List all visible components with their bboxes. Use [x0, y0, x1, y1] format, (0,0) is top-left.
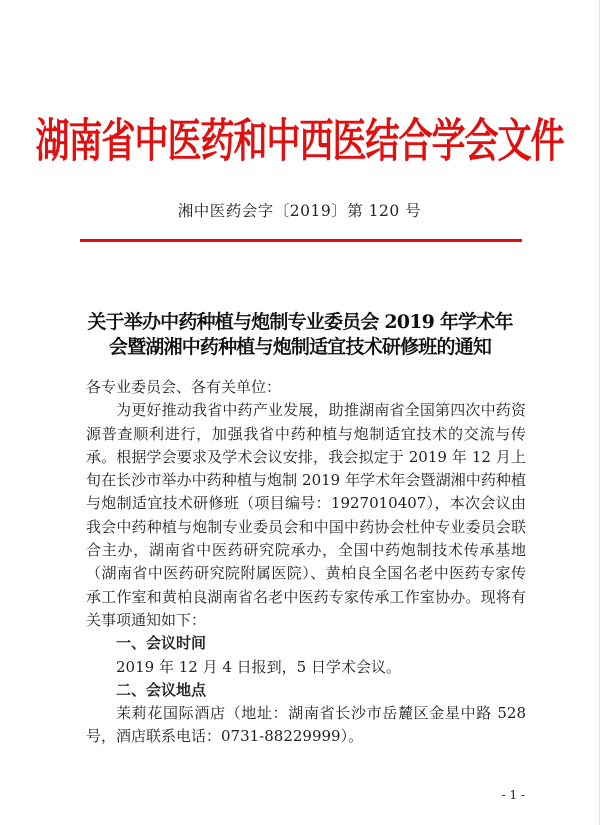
org-header: 湖南省中医药和中西医结合学会文件 — [35, 114, 564, 169]
title-line: 会暨湖湘中药种植与炮制适宜技术研修班的通知 — [108, 336, 492, 358]
title-line: 关于举办中药种植与炮制专业委员会 2019 年学术年 — [87, 311, 513, 333]
section-content-location: 茉莉花国际酒店（地址：湖南省长沙市岳麓区金星中路 528 号，酒店联系电话：0731-88229999）。 — [86, 704, 526, 746]
intro-paragraph: 为更好推动我省中药产业发展，助推湖南省全国第四次中药资源普查顺利进行，加强我省中药种植与炮制适宜技术的交流与传承。根据学会要求及学术会议安排，我会拟定于 2019 年 12 月上旬在长沙市举办中药种植与炮制 2019 年学术年会暨湖湘中药种植与炮制适宜技术研修班（项目编号：1927010407），本次会议由我会中药种植与炮制专业委员会和中国中药协会杜仲专业委员会联合主办，湖南省中医药研究院承办，全国中药炮制技术传承基地（湖南省中医药研究院附属医院）、黄柏良全国名老中医药专家传承工作室和黄柏良湖南省名老中医药专家传承工作室协办。现将有关事项通知如下： — [86, 401, 526, 629]
section-heading-location: 二、会议地点 — [116, 680, 207, 699]
section-heading-time: 一、会议时间 — [116, 634, 207, 653]
section-content-time: 2019 年 12 月 4 日报到，5 日学术会议。 — [116, 657, 401, 676]
notice-title — [60, 310, 540, 360]
page-number: - 1 - — [501, 788, 525, 802]
doc-number: 湘中医药会字〔2019〕第 120 号 — [177, 202, 422, 220]
notice-body — [86, 376, 526, 749]
salutation: 各专业委员会、各有关单位： — [86, 378, 282, 396]
red-divider — [80, 239, 522, 242]
